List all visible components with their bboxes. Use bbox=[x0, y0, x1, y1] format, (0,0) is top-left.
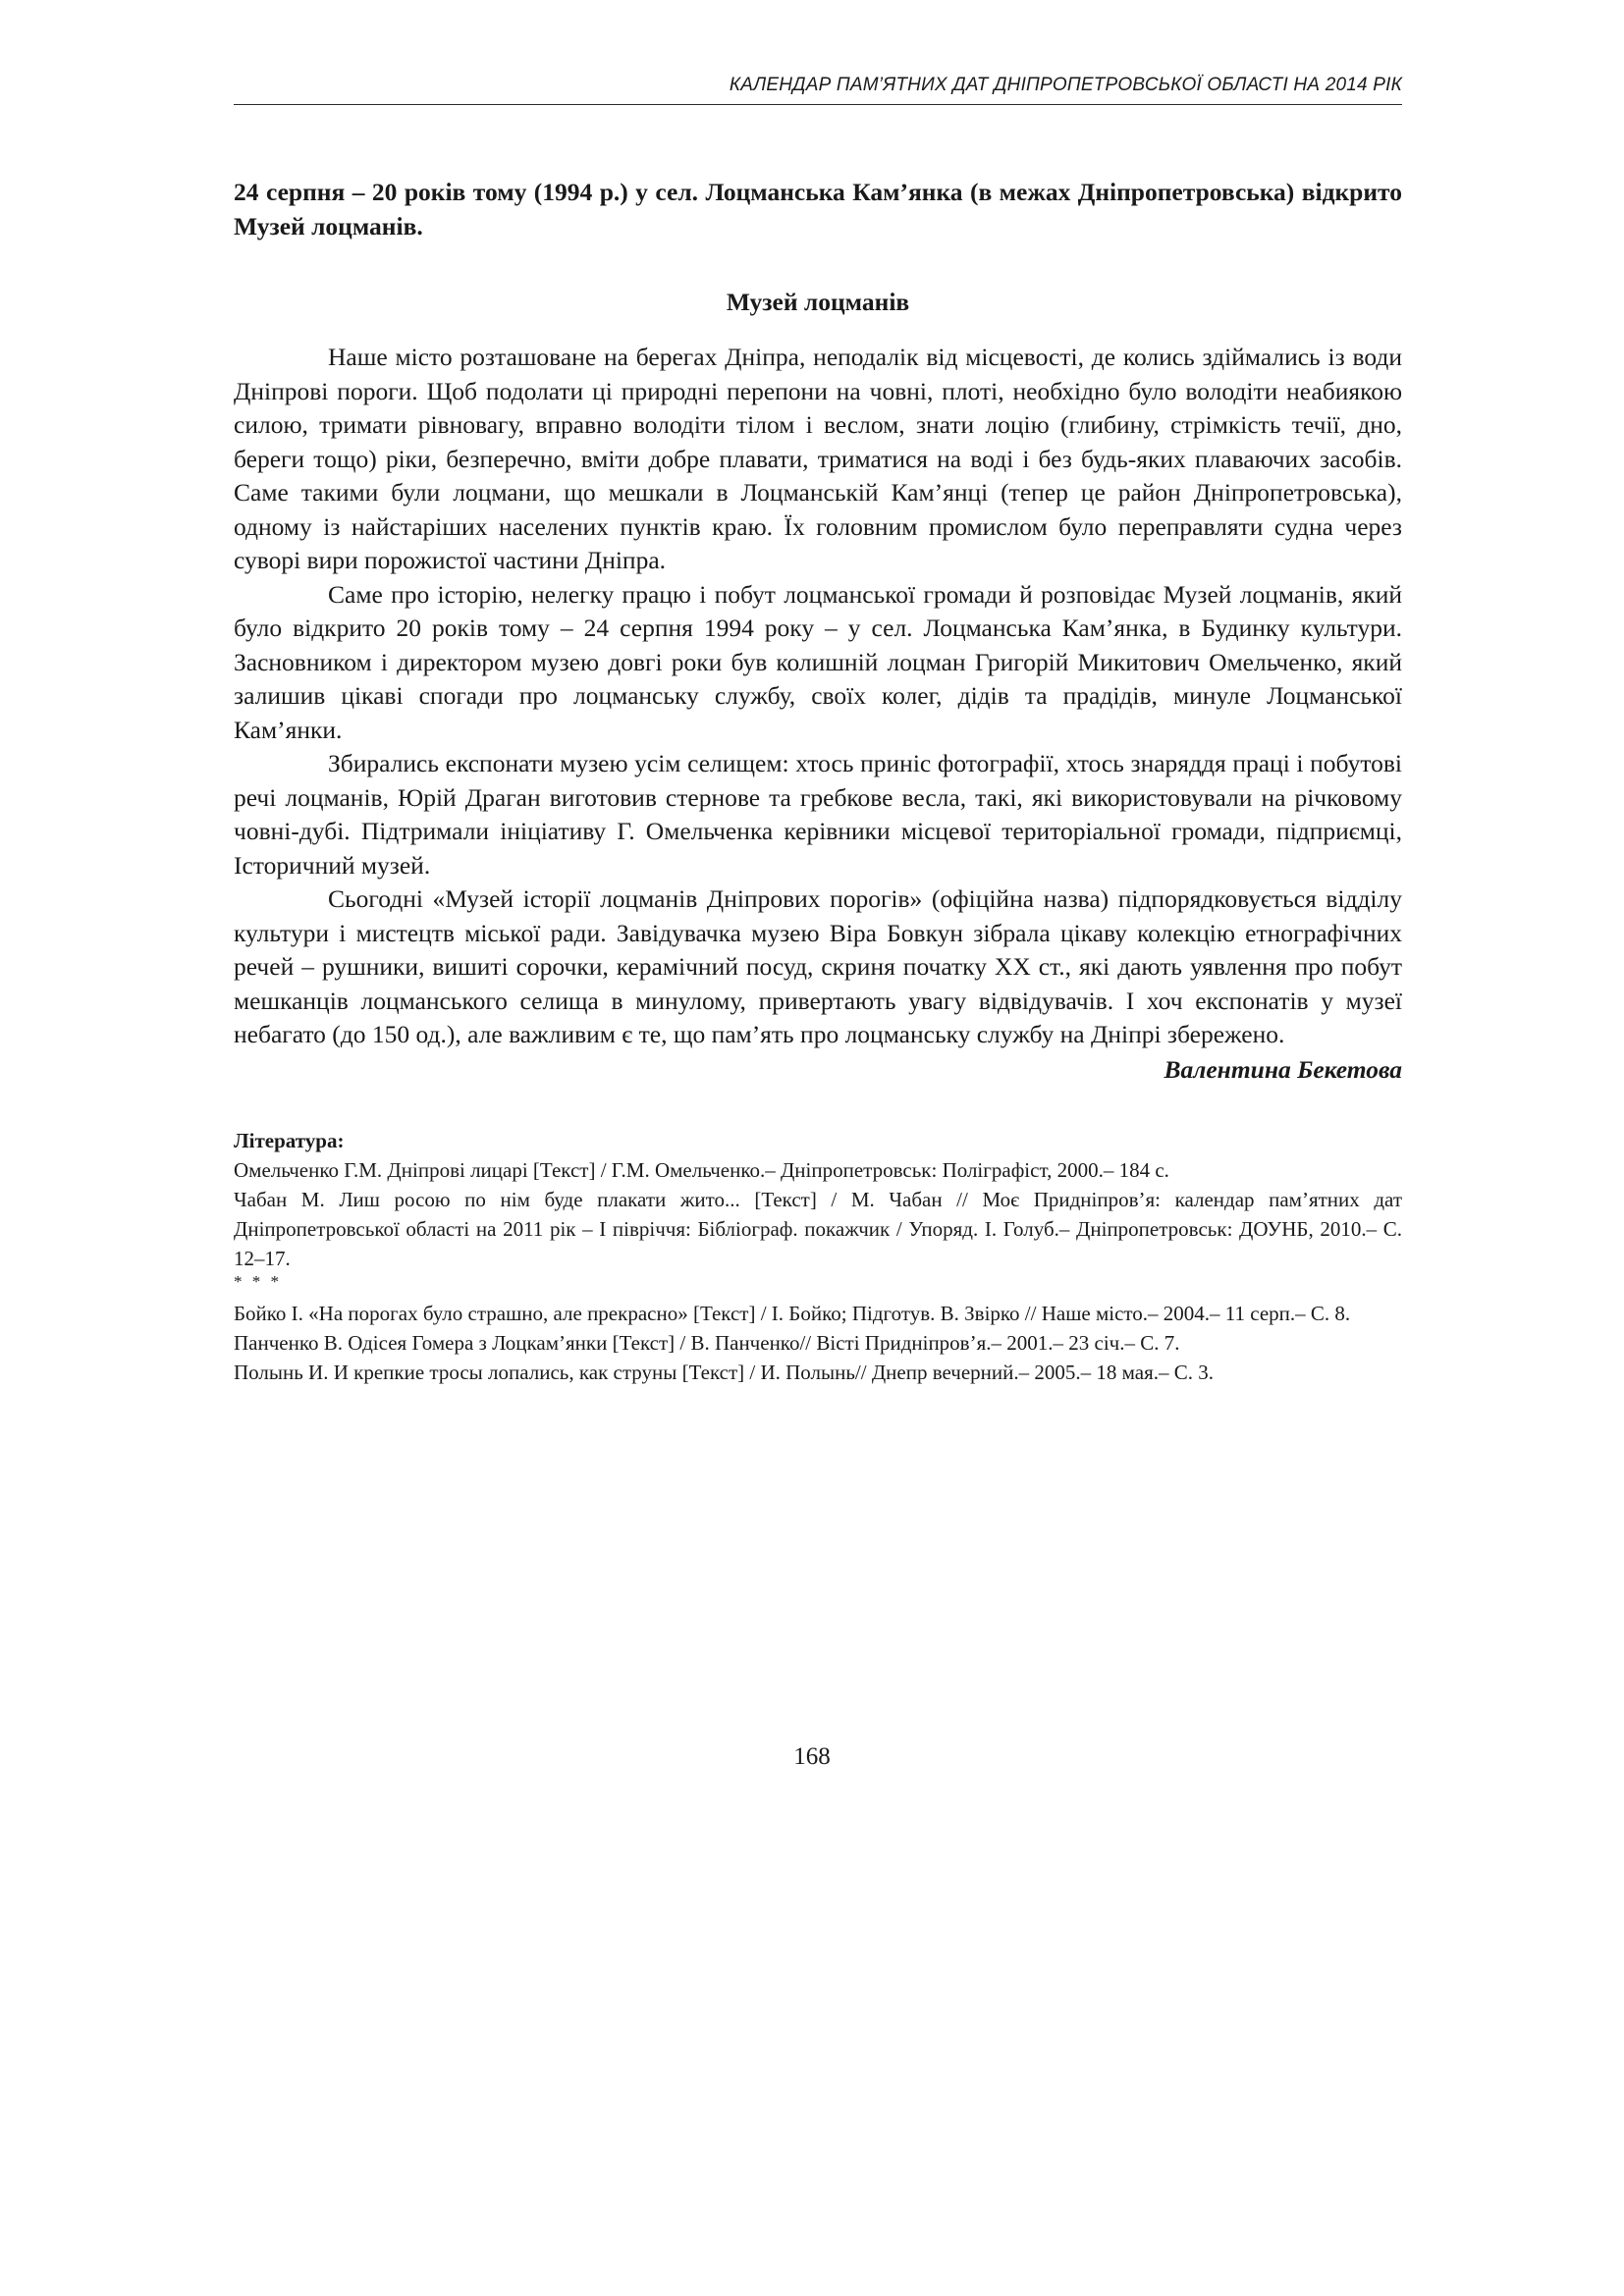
page-content bbox=[234, 175, 1402, 1387]
article-paragraph: Наше місто розташоване на берегах Дніпра, неподалік від місцевості, де колись здіймались із води Дніпрові пороги. Щоб подолати ці природні перепони на човні, плоті, необхідно було володіти неабиякою силою, тримати рівновагу, вправно володіти тілом і веслом, знати лоцію (глибину, стрімкість течії, дно, береги тощо) ріки, безперечно, вміти добре плавати, триматися на воді і без будь-яких плаваючих засобів. Саме такими були лоцмани, що мешкали в Лоцманській Кам’янці (тепер це район Дніпропетровська), одному із найстаріших населених пунктів краю. Їх головним промислом було переправляти судна через суворі вири порожистої частини Дніпра. bbox=[234, 343, 1402, 574]
article-paragraph: Саме про історію, нелегку працю і побут лоцманської громади й розповідає Музей лоцманів, який було відкрито 20 років тому – 24 серпня 1994 року – у сел. Лоцманська Кам’янка, в Будинку культури. Засновником і директором музею довгі роки був колишній лоцман Григорій Микитович Омельченко, який залишив цікаві спогади про лоцманську службу, своїх колег, дідів та прадідів, минуле Лоцманської Кам’янки. bbox=[234, 579, 1402, 744]
article-body bbox=[234, 341, 1402, 1052]
running-title: КАЛЕНДАР ПАМ’ЯТНИХ ДАТ ДНІПРОПЕТРОВСЬКОЇ ОБЛАСТІ НА 2014 РІК bbox=[729, 75, 1402, 95]
running-header bbox=[234, 75, 1402, 105]
literature-item: Омельченко Г.М. Дніпрові лицарі [Текст] / Г.М. Омельченко.– Дніпропетровськ: Поліграфіст, 2000.– 184 с. bbox=[234, 1157, 1169, 1182]
article-paragraph: Збирались експонати музею усім селищем: хтось приніс фотографії, хтось знаряддя праці і побутові речі лоцманів, Юрій Драган виготовив стернове та гребкове весла, такі, які використовували на річковому човні-дубі. Підтримали ініціативу Г. Омельченка керівники місцевої територіальної громади, підприємці, Історичний музей. bbox=[234, 749, 1402, 880]
literature-heading: Література: bbox=[234, 1128, 345, 1152]
literature-section bbox=[234, 1126, 1402, 1387]
article-paragraph: Сьогодні «Музей історії лоцманів Дніпрових порогів» (офіційна назва) підпорядковується відділу культури і мистецтв міської ради. Завідувачка музею Віра Бовкун зібрала цікаву колекцію етнографічних речей – рушники, вишиті сорочки, керамічний посуд, скриня початку ХХ ст., які дають уявлення про побут мешканців лоцманського селища в минулому, привертають увагу відвідувачів. І хоч експонатів у музеї небагато (до 150 од.), але важливим є те, що пам’ять про лоцманську службу на Дніпрі збережено. bbox=[234, 884, 1402, 1048]
literature-item: Полынь И. И крепкие тросы лопались, как струны [Текст] / И. Полынь// Днепр вечерний.– 2005.– 18 мая.– С. 3. bbox=[234, 1360, 1215, 1384]
article-title: Музей лоцманів bbox=[726, 288, 910, 316]
event-heading: 24 серпня – 20 років тому (1994 р.) у сел. Лоцманська Кам’янка (в межах Дніпропетровська) відкрито Музей лоцманів. bbox=[234, 178, 1402, 240]
literature-item: Панченко В. Одісея Гомера з Лоцкам’янки [Текст] / В. Панченко// Вісті Придніпров’я.– 2001.– 23 січ.– С. 7. bbox=[234, 1330, 1180, 1355]
literature-item: Бойко І. «На порогах було страшно, але прекрасно» [Текст] / І. Бойко; Підготув. В. Звірко // Наше місто.– 2004.– 11 серп.– С. 8. bbox=[234, 1301, 1351, 1325]
page-number: 168 bbox=[793, 1743, 831, 1770]
article-author: Валентина Бекетова bbox=[1164, 1054, 1402, 1084]
literature-item: Чабан М. Лиш росою по нім буде плакати жито... [Текст] / М. Чабан // Моє Придніпров’я: календар пам’ятних дат Дніпропетровської області на 2011 рік – І півріччя: Бібліограф. покажчик / Упоряд. І. Голуб.– Дніпропетровськ: ДОУНБ, 2010.– С. 12–17. bbox=[234, 1187, 1402, 1270]
literature-divider: * * * bbox=[234, 1271, 282, 1291]
